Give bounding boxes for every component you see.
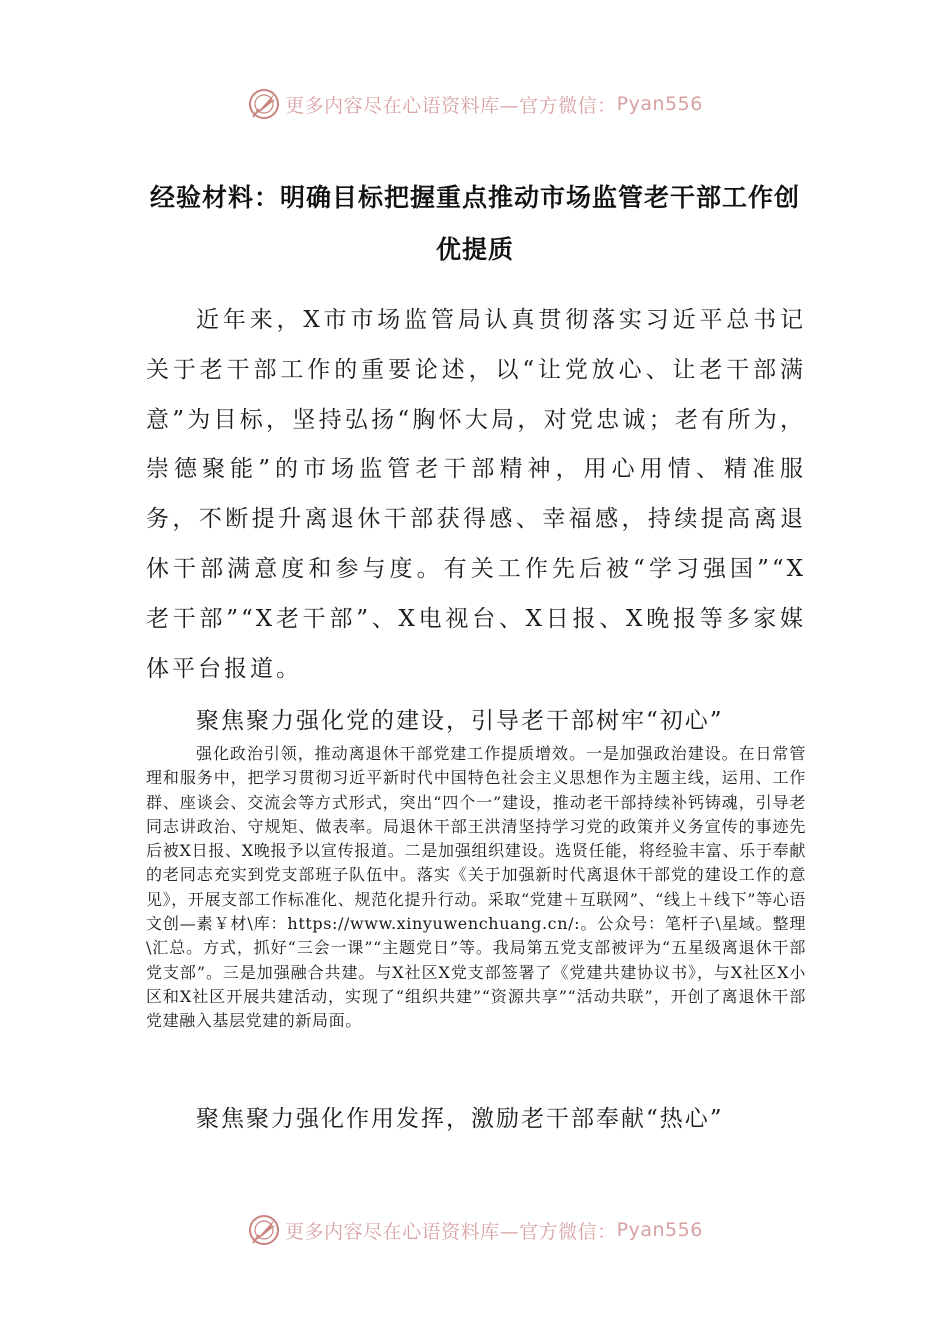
section-1-paragraph: 强化政治引领，推动离退休干部党建工作提质增效。一是加强政治建设。在日常管理和服务中，把学习贯彻习近平新时代中国特色社会主义思想作为主题主线，运用、工作群、座谈会、交流会等方式形式，突出“四个一”建设，推动老干部持续补钙铸魂，引导老同志讲政治、守规矩、做表率。局退休干部王洪清坚持学习党的政策并义务宣传的事迹先后被X日报、X晚报予以宣传报道。二是加强组织建设。选贤任能，将经验丰富、乐于奉献的老同志充实到党支部班子队伍中。落实《关于加强新时代离退休干部党的建设工作的意见》，开展支部工作标准化、规范化提升行动。采取“党建＋互联网”、“线上＋线下”等心语文创—素￥材\库：https://www.xinyuwenchuang.cn/:。公众号：笔杆子\星域。整理\汇总。方式，抓好“三会一课”“主题党日”等。我局第五党支部被评为“五星级离退休干部党支部”。三是加强融合共建。与X社区X党支部签署了《党建共建协议书》，与X社区X小区和X社区开展共建活动，实现了“组织共建”“资源共享”“活动共联”，开创了离退休干部党建融入基层党建的新局面。 bbox=[146, 744, 806, 1031]
quill-logo-icon bbox=[247, 87, 281, 121]
watermark-wechat-id: Pyan556 bbox=[616, 1219, 703, 1241]
section-heading-2: 聚焦聚力强化作用发挥，激励老干部奉献“热心” bbox=[196, 1106, 724, 1132]
document-title: 经验材料：明确目标把握重点推动市场监管老干部工作创优提质 bbox=[150, 183, 801, 264]
watermark-text: 更多内容尽在心语资料库—官方微信： bbox=[285, 94, 617, 117]
section-heading-1: 聚焦聚力强化党的建设，引导老干部树牢“初心” bbox=[196, 708, 724, 734]
watermark-text: 更多内容尽在心语资料库—官方微信： bbox=[285, 1220, 617, 1243]
intro-paragraph: 近年来，X市市场监管局认真贯彻落实习近平总书记关于老干部工作的重要论述，以“让党放心、让老干部满意”为目标，坚持弘扬“胸怀大局，对党忠诚；老有所为，崇德聚能”的市场监管老干部精神，用心用情、精准服务，不断提升离退休干部获得感、幸福感，持续提高离退休干部满意度和参与度。有关工作先后被“学习强国”“X老干部”“X老干部”、X电视台、X日报、X晚报等多家媒体平台报道。 bbox=[146, 307, 806, 682]
watermark-banner-bottom bbox=[0, 1210, 950, 1250]
watermark-wechat-id: Pyan556 bbox=[616, 93, 703, 115]
quill-logo-icon bbox=[247, 1213, 281, 1247]
watermark-banner-top bbox=[0, 84, 950, 124]
